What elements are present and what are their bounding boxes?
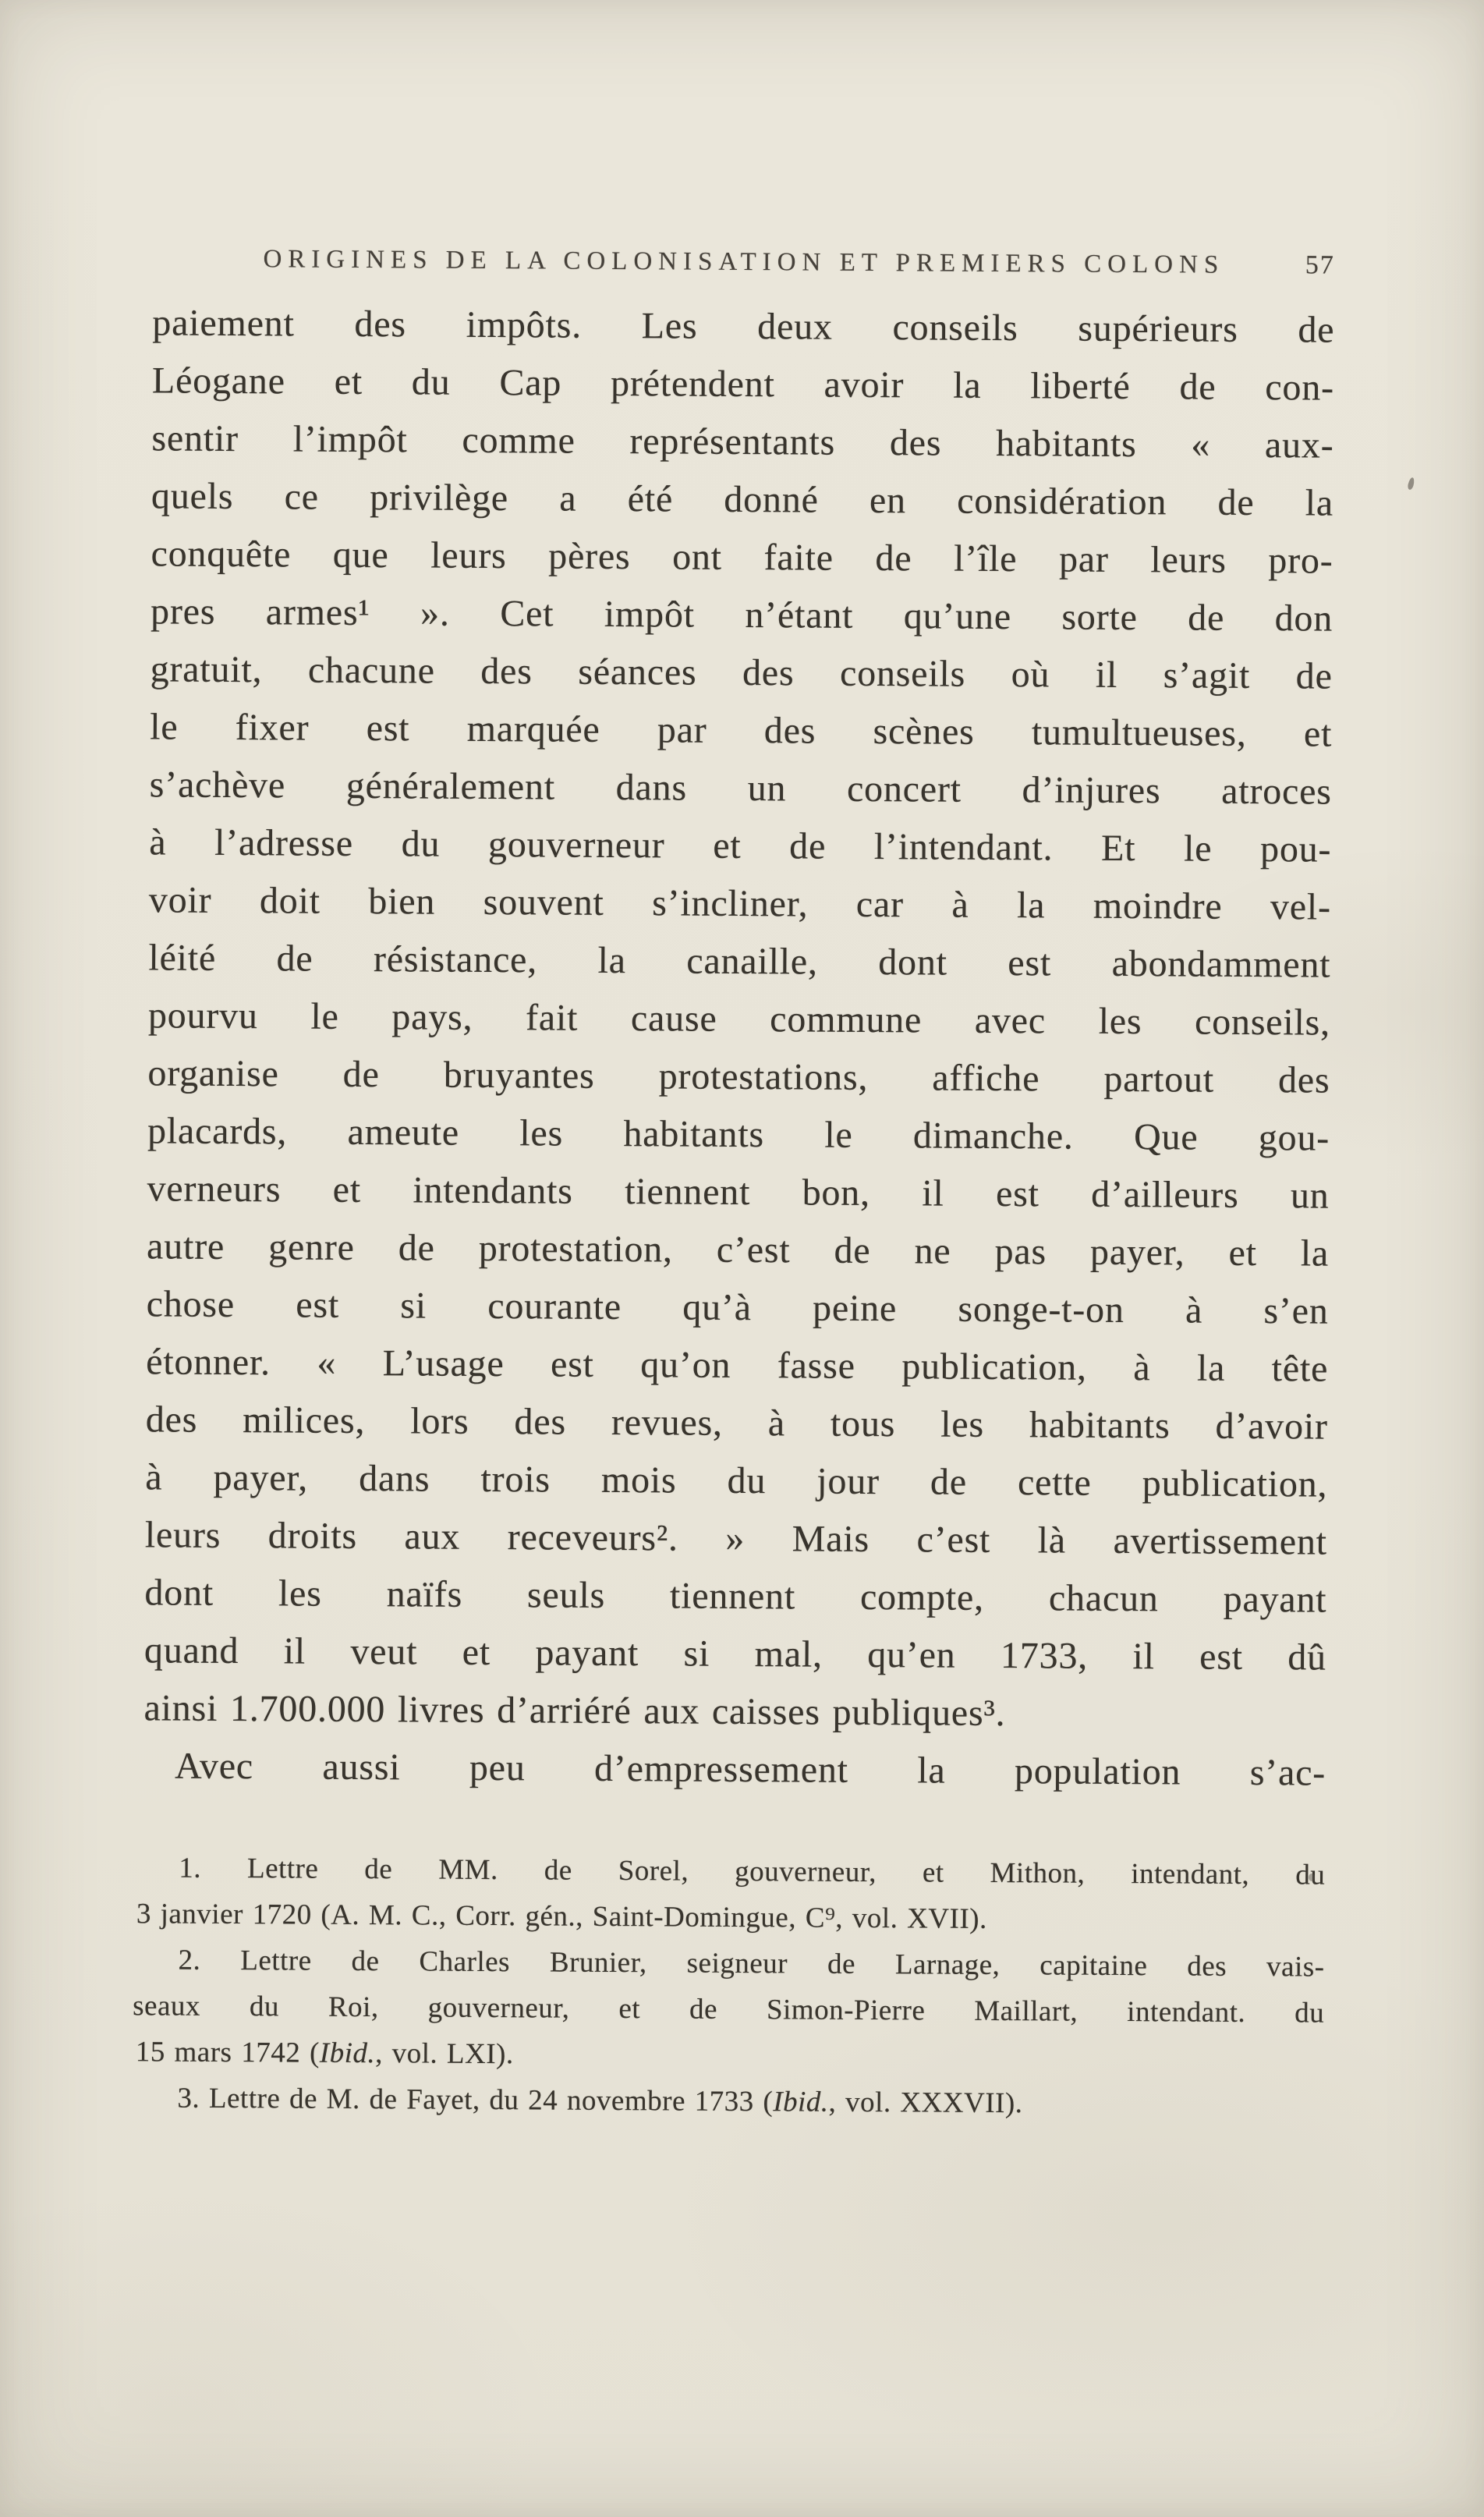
text-line: verneurs et intendants tiennent bon, il est d’ailleurs un — [147, 1168, 1330, 1217]
body-text — [143, 294, 1335, 1802]
text-line: sentir l’impôt comme représentants des habitants « aux- — [151, 417, 1334, 466]
paper-speck — [1407, 477, 1415, 490]
footnote-line: seaux du Roi, gouverneur, et de Simon-Pierre Maillart, intendant. du — [133, 1990, 1325, 2030]
text-line: placards, ameute les habitants le dimanche. Que gou- — [147, 1110, 1330, 1159]
text-line: conquête que leurs pères ont faite de l’île par leurs pro- — [151, 533, 1333, 582]
text-line: quels ce privilège a été donné en considération de la — [151, 475, 1334, 524]
footnote-line: 1. Lettre de MM. de Sorel, gouverneur, et Mithon, intendant, du — [179, 1852, 1326, 1891]
footnote-text-segment: 15 mars 1742 ( — [135, 2036, 320, 2069]
text-line: dont les naïfs seuls tiennent compte, chacun payant — [144, 1572, 1327, 1621]
text-line: pres armes¹ ». Cet impôt n’étant qu’une sorte de don — [150, 590, 1333, 640]
footnote-text-segment: , vol. LXI). — [375, 2037, 514, 2071]
text-line: chose est si courante qu’à peine songe-t-on à s’en — [146, 1283, 1329, 1332]
text-line: Avec aussi peu d’empressement la population s’ac- — [174, 1745, 1326, 1794]
text-line: à payer, dans trois mois du jour de cette publication, — [145, 1456, 1328, 1505]
page-content — [133, 243, 1335, 2128]
text-line: leurs droits aux receveurs². » Mais c’est là avertissement — [144, 1514, 1328, 1563]
text-line: le fixer est marquée par des scènes tumultueuses, et — [150, 706, 1333, 755]
text-line: étonner. « L’usage est qu’on fasse publication, à la tête — [146, 1341, 1329, 1390]
footnote-line — [136, 2029, 1324, 2082]
text-line: ainsi 1.700.000 livres d’arriéré aux caisses publiques³. — [143, 1687, 1006, 1735]
text-line: gratuit, chacune des séances des conseils où il s’agit de — [150, 648, 1333, 697]
text-line: Léogane et du Cap prétendent avoir la liberté de con- — [151, 360, 1335, 409]
running-header — [153, 243, 1335, 281]
text-line: quand il veut et payant si mal, qu’en 1733, il est dû — [143, 1629, 1327, 1679]
footnote-text-segment: 3. Lettre de M. de Fayet, du 24 novembre 1733 ( — [177, 2082, 774, 2118]
footnote-line: 3 janvier 1720 (A. M. C., Corr. gén., Saint-Domingue, C⁹, vol. XVII). — [136, 1898, 987, 1935]
text-line: à l’adresse du gouverneur et de l’intendant. Et le pou- — [149, 821, 1332, 870]
footnote-line: 2. Lettre de Charles Brunier, seigneur de Larnage, capitaine des vais- — [178, 1944, 1325, 1983]
footnote-italic-segment: Ibid. — [773, 2086, 829, 2118]
footnote-line — [141, 2075, 1323, 2128]
footnote-italic-segment: Ibid. — [319, 2037, 376, 2070]
text-line: s’achève généralement dans un concert d’injures atroces — [149, 764, 1332, 813]
footnotes — [133, 1845, 1326, 2128]
text-line: léité de résistance, la canaille, dont est abondamment — [148, 937, 1331, 986]
text-line: paiement des impôts. Les deux conseils supérieurs de — [152, 302, 1335, 351]
page-number: 57 — [1305, 250, 1335, 280]
text-line: organise de bruyantes protestations, affiche partout des — [147, 1052, 1330, 1101]
text-line: voir doit bien souvent s’incliner, car à la moindre vel- — [148, 879, 1332, 928]
text-line: pourvu le pays, fait cause commune avec les conseils, — [147, 994, 1331, 1044]
footnote-text-segment: , vol. XXXVII). — [828, 2086, 1023, 2120]
text-line: autre genre de protestation, c’est de ne pas payer, et la — [146, 1225, 1330, 1274]
text-line: des milices, lors des revues, à tous les habitants d’avoir — [145, 1399, 1328, 1448]
running-header-title: ORIGINES DE LA COLONISATION ET PREMIERS COLONS — [263, 245, 1225, 279]
